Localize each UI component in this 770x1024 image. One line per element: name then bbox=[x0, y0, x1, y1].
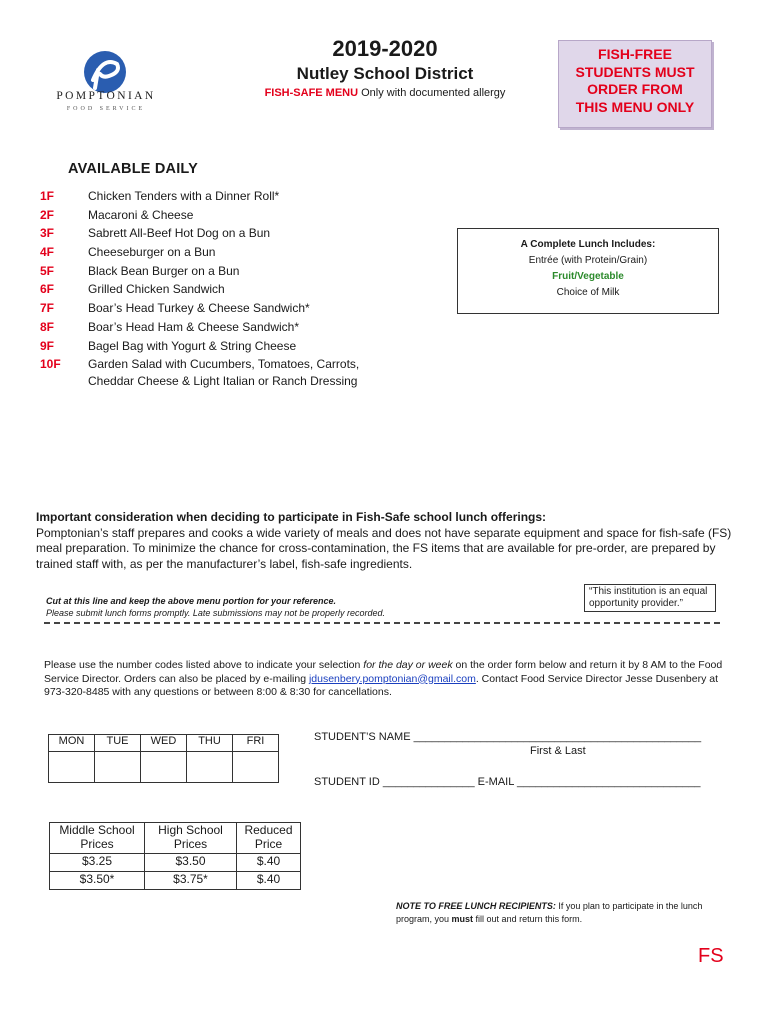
equal-opportunity-statement: “This institution is an equal opportunity provider.” bbox=[584, 584, 716, 612]
day-header-mon: MON bbox=[49, 735, 95, 752]
fish-free-line: THIS MENU ONLY bbox=[575, 98, 695, 115]
district-title: Nutley School District bbox=[296, 64, 474, 83]
complete-lunch-milk: Choice of Milk bbox=[556, 287, 620, 298]
menu-code: 5F bbox=[40, 263, 55, 278]
menu-label: FISH-SAFE MENU bbox=[264, 87, 359, 99]
day-entry-tue[interactable] bbox=[95, 752, 141, 783]
menu-item bbox=[40, 319, 440, 336]
menu-code: 6F bbox=[40, 282, 55, 297]
menu-item bbox=[40, 188, 440, 205]
note-label: NOTE TO FREE LUNCH RECIPIENTS: bbox=[396, 901, 556, 911]
late-submission-note: Please submit lunch forms promptly. Late submissions may not be properly recorded. bbox=[46, 608, 385, 618]
day-entry-wed[interactable] bbox=[141, 752, 187, 783]
price-cell: $.40 bbox=[237, 872, 301, 890]
menu-text: Grilled Chicken Sandwich bbox=[88, 282, 225, 297]
menu-text: Bagel Bag with Yogurt & String Cheese bbox=[88, 338, 297, 353]
price-header-reduced: Reduced Price bbox=[237, 823, 301, 854]
order-instructions bbox=[44, 659, 734, 700]
menu-item bbox=[40, 244, 440, 261]
important-heading: Important consideration when deciding to participate in Fish-Safe school lunch offerings: bbox=[36, 510, 547, 524]
menu-code: 7F bbox=[40, 301, 55, 316]
menu-note: Only with documented allergy bbox=[358, 87, 506, 99]
price-cell: $3.50* bbox=[50, 872, 145, 890]
menu-text: Black Bean Burger on a Bun bbox=[88, 263, 240, 278]
email-link[interactable]: jdusenbery.pomptonian@gmail.com bbox=[308, 672, 476, 685]
note-text: If you plan to participate in the lunch program, you bbox=[396, 901, 703, 924]
student-id-email-field[interactable]: STUDENT ID _______________ E-MAIL ______________________________ bbox=[314, 776, 701, 788]
menu-text: Sabrett All-Beef Hot Dog on a Bun bbox=[88, 226, 271, 241]
instructions-emphasis: for the day or week bbox=[363, 659, 453, 671]
available-daily-heading: AVAILABLE DAILY bbox=[68, 161, 199, 177]
fish-free-line: FISH-FREE bbox=[598, 46, 672, 62]
pomptonian-logo-icon bbox=[83, 50, 127, 94]
price-table bbox=[49, 822, 301, 890]
menu-text: Macaroni & Cheese bbox=[88, 207, 194, 222]
first-last-label: First & Last bbox=[530, 745, 586, 757]
price-cell: $3.50 bbox=[145, 854, 237, 872]
pomptonian-logo bbox=[50, 46, 162, 118]
fish-free-notice bbox=[558, 40, 712, 128]
price-header-high: High School Prices bbox=[145, 823, 237, 854]
menu-code: 3F bbox=[40, 226, 55, 241]
complete-lunch-box bbox=[457, 228, 719, 314]
menu-text: Cheeseburger on a Bun bbox=[88, 245, 216, 260]
table-row bbox=[50, 854, 301, 872]
note-text: fill out and return this form. bbox=[473, 914, 583, 924]
logo-subtitle: FOOD SERVICE bbox=[66, 106, 146, 112]
day-entry-mon[interactable] bbox=[49, 752, 95, 783]
day-order-table bbox=[48, 734, 279, 783]
instructions-text: Please use the number codes listed above to indicate your selection bbox=[44, 659, 364, 671]
day-entry-fri[interactable] bbox=[233, 752, 279, 783]
fish-free-line: STUDENTS MUST bbox=[575, 63, 695, 80]
instructions-text: . Contact Food Service Director Jesse Dusenbery at 973-320-8485 with any questions or between 8:00 & 8:30 for cancellations. bbox=[44, 672, 719, 698]
menu-subtitle bbox=[200, 87, 570, 99]
school-year: 2019-2020 bbox=[332, 36, 438, 61]
menu-item bbox=[40, 356, 440, 389]
day-header-wed: WED bbox=[141, 735, 187, 752]
menu-code: 2F bbox=[40, 207, 55, 222]
note-emphasis: must bbox=[451, 914, 474, 924]
menu-code: 10F bbox=[40, 357, 61, 372]
menu-code: 9F bbox=[40, 338, 55, 353]
menu-code: 8F bbox=[40, 319, 55, 334]
menu-item bbox=[40, 207, 440, 224]
complete-lunch-title: A Complete Lunch Includes: bbox=[520, 239, 656, 250]
menu-code: 4F bbox=[40, 245, 55, 260]
instructions-text: on the order form below and return it by 8 AM to the Food Service Director. Orders can also be placed by e-mailing bbox=[44, 659, 723, 685]
price-header-middle: Middle School Prices bbox=[50, 823, 145, 854]
menu-text: Boar’s Head Ham & Cheese Sandwich* bbox=[88, 319, 300, 334]
fish-safe-code: FS bbox=[698, 945, 724, 967]
free-lunch-note bbox=[396, 900, 736, 926]
menu-item bbox=[40, 300, 440, 317]
complete-lunch-entree: Entrée (with Protein/Grain) bbox=[528, 255, 648, 266]
cut-instruction: Cut at this line and keep the above menu portion for your reference. bbox=[46, 596, 337, 606]
important-section bbox=[36, 510, 736, 572]
menu-text: Boar’s Head Turkey & Cheese Sandwich* bbox=[88, 301, 310, 316]
menu-list bbox=[40, 188, 440, 391]
complete-lunch-fruit-veg: Fruit/Vegetable bbox=[552, 271, 624, 282]
menu-item bbox=[40, 225, 440, 242]
day-entry-thu[interactable] bbox=[187, 752, 233, 783]
fish-free-line: ORDER FROM bbox=[587, 81, 683, 97]
menu-item bbox=[40, 281, 440, 298]
logo-name: POMPTONIAN bbox=[56, 90, 156, 102]
day-header-fri: FRI bbox=[233, 735, 279, 752]
price-cell: $3.75* bbox=[145, 872, 237, 890]
important-body: Pomptonian’s staff prepares and cooks a wide variety of meals and does not have separate equipment and space for fish-safe (FS) meal preparation. To minimize the chance for cross-contamination, the FS items that are available for pre-order, are prepared by trained staff with, as per the manufacturer’s label, fish-safe ingredients. bbox=[36, 525, 732, 571]
student-name-field[interactable]: STUDENT’S NAME _______________________________________________ bbox=[314, 731, 702, 743]
price-cell: $3.25 bbox=[50, 854, 145, 872]
menu-item bbox=[40, 338, 440, 355]
menu-text: Chicken Tenders with a Dinner Roll* bbox=[88, 189, 280, 203]
table-row bbox=[50, 872, 301, 890]
price-cell: $.40 bbox=[237, 854, 301, 872]
menu-text: Garden Salad with Cucumbers, Tomatoes, Carrots, Cheddar Cheese & Light Italian or Ranch Dressing bbox=[88, 357, 360, 388]
menu-code: 1F bbox=[40, 189, 55, 203]
day-header-tue: TUE bbox=[95, 735, 141, 752]
menu-item bbox=[40, 263, 440, 280]
day-header-thu: THU bbox=[187, 735, 233, 752]
cut-line bbox=[44, 622, 720, 624]
